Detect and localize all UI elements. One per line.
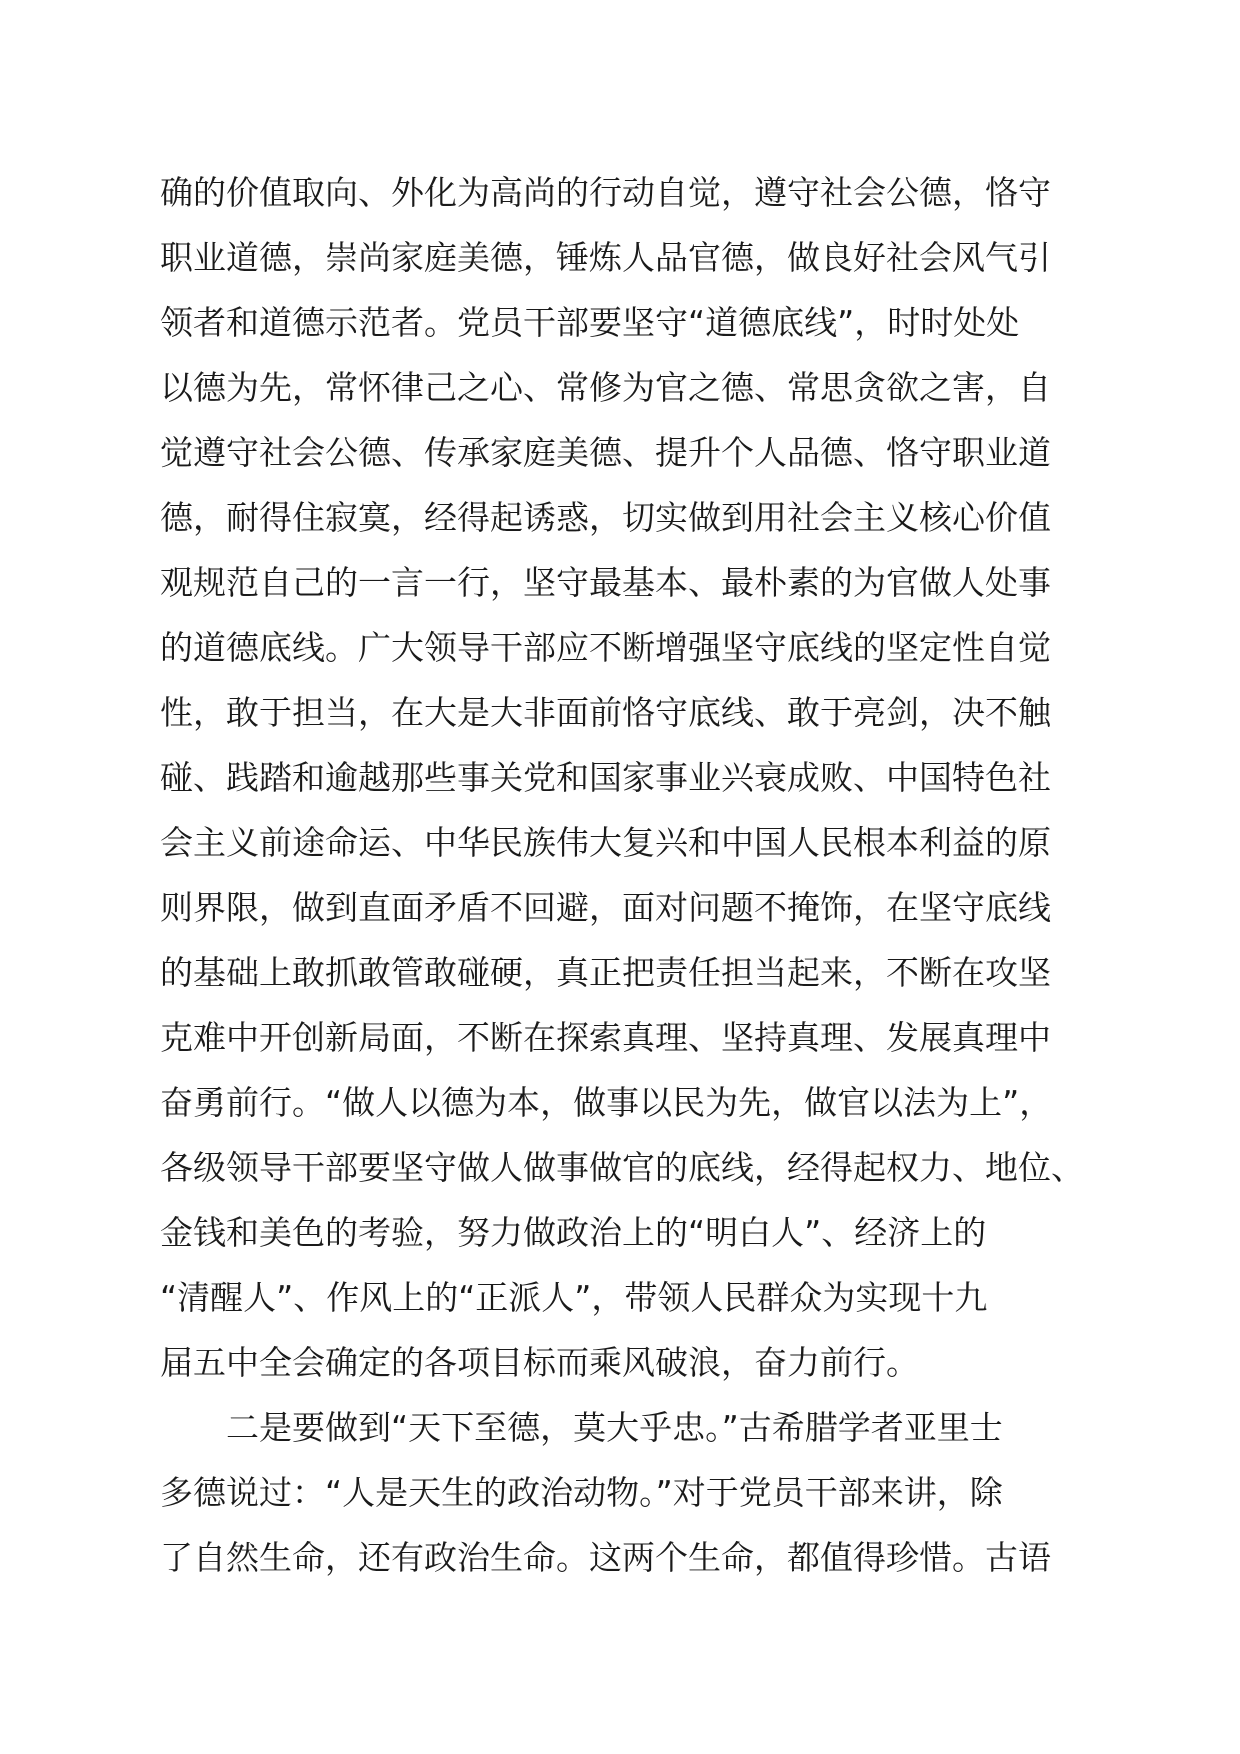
text-line: 则界限，做到直面矛盾不回避，面对问题不掩饰，在坚守底线 [160,888,1051,927]
text-line: 碰、践踏和逾越那些事关党和国家事业兴衰成败、中国特色社 [160,758,1051,797]
text-line: “清醒人”、作风上的“正派人”，带领人民群众为实现十九 [160,1278,988,1317]
text-line: 觉遵守社会公德、传承家庭美德、提升个人品德、恪守职业道 [160,433,1051,472]
text-line: 各级领导干部要坚守做人做事做官的底线，经得起权力、地位、 [160,1148,1084,1187]
text-line: 确的价值取向、外化为高尚的行动自觉，遵守社会公德，恪守 [160,173,1051,212]
text-line: 的道德底线。广大领导干部应不断增强坚守底线的坚定性自觉 [160,628,1051,667]
text-line: 以德为先，常怀律己之心、常修为官之德、常思贪欲之害，自 [160,368,1051,407]
text-line: 多德说过：“人是天生的政治动物。”对于党员干部来讲，除 [160,1473,1003,1512]
text-line: 性，敢于担当，在大是大非面前恪守底线、敢于亮剑，决不触 [160,693,1051,732]
text-line: 职业道德，崇尚家庭美德，锤炼人品官德，做良好社会风气引 [160,238,1051,277]
text-line: 届五中全会确定的各项目标而乘风破浪，奋力前行。 [160,1343,919,1382]
text-line: 德，耐得住寂寞，经得起诱惑，切实做到用社会主义核心价值 [160,498,1051,537]
paragraph-first-line: 二是要做到“天下至德，莫大乎忠。”古希腊学者亚里士 [226,1408,1003,1447]
text-line: 了自然生命，还有政治生命。这两个生命，都值得珍惜。古语 [160,1538,1051,1577]
body-text [160,160,1120,1590]
text-line: 领者和道德示范者。党员干部要坚守“道德底线”，时时处处 [160,303,1020,342]
text-line: 的基础上敢抓敢管敢碰硬，真正把责任担当起来，不断在攻坚 [160,953,1051,992]
text-line: 会主义前途命运、中华民族伟大复兴和中国人民根本利益的原 [160,823,1051,862]
text-line: 观规范自己的一言一行，坚守最基本、最朴素的为官做人处事 [160,563,1051,602]
text-line: 克难中开创新局面，不断在探索真理、坚持真理、发展真理中 [160,1018,1051,1057]
text-line: 金钱和美色的考验，努力做政治上的“明白人”、经济上的 [160,1213,987,1252]
text-line: 奋勇前行。“做人以德为本，做事以民为先，做官以法为上”， [160,1083,1053,1122]
